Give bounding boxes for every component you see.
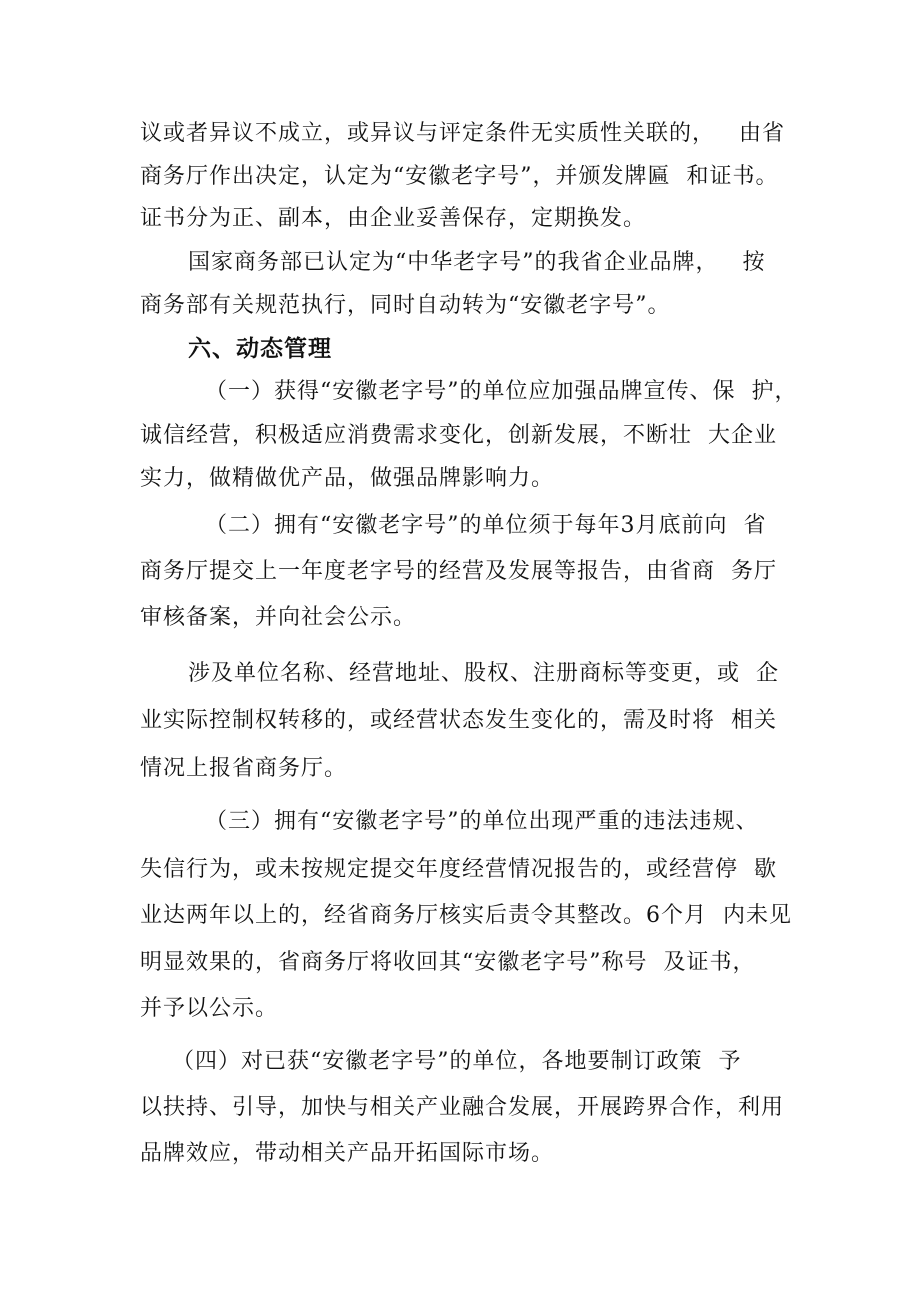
text-line: 业实际控制权转移的，或经营状态发生变化的，需及时将 相关 bbox=[140, 708, 777, 733]
text-line: （四）对已获“安徽老字号”的单位，各地要制订政策 予 bbox=[172, 1049, 742, 1074]
text-line: 商务厅作出决定，认定为“安徽老字号”，并颁发牌匾 和证书。 bbox=[140, 164, 779, 189]
text-line: 明显效果的，省商务厅将收回其“安徽老字号”称号 及证书， bbox=[140, 950, 756, 975]
text-line: 情况上报省商务厅。 bbox=[140, 756, 348, 781]
text-line: 审核备案，并向社会公示。 bbox=[140, 605, 417, 630]
text-line: （三）拥有“安徽老字号”的单位出现严重的违法违规、 bbox=[205, 809, 759, 834]
text-line: 国家商务部已认定为“中华老字号”的我省企业品牌， 按 bbox=[188, 250, 766, 275]
text-line: 并予以公示。 bbox=[140, 996, 279, 1021]
text-line: 实力，做精做优产品，做强品牌影响力。 bbox=[140, 466, 555, 491]
text-line: 诚信经营，积极适应消费需求变化，创新发展，不断壮 大企业 bbox=[140, 423, 777, 448]
text-line: 品牌效应，带动相关产品开拓国际市场。 bbox=[140, 1141, 555, 1166]
text-line: 商务厅提交上一年度老字号的经营及发展等报告，由省商 务厅 bbox=[140, 559, 777, 584]
text-line: 议或者异议不成立，或异议与评定条件无实质性关联的， 由省 bbox=[140, 121, 785, 146]
text-line: （一）获得“安徽老字号”的单位应加强品牌宣传、保 护， bbox=[205, 379, 798, 404]
text-line: 业达两年以上的，经省商务厅核实后责令其整改。6个月 内未见 bbox=[140, 903, 792, 928]
text-line: 以扶持、引导，加快与相关产业融合发展，开展跨界合作，利用 bbox=[140, 1095, 785, 1120]
text-line: 证书分为正、副本，由企业妥善保存，定期换发。 bbox=[140, 206, 647, 231]
section-heading: 六、动态管理 bbox=[188, 336, 332, 362]
text-line: （二）拥有“安徽老字号”的单位须于每年3月底前向 省 bbox=[205, 513, 767, 538]
text-line: 失信行为，或未按规定提交年度经营情况报告的，或经营停 歇 bbox=[140, 857, 777, 882]
text-line: 涉及单位名称、经营地址、股权、注册商标等变更，或 企 bbox=[188, 661, 779, 686]
text-line: 商务部有关规范执行，同时自动转为“安徽老字号”。 bbox=[140, 293, 671, 318]
